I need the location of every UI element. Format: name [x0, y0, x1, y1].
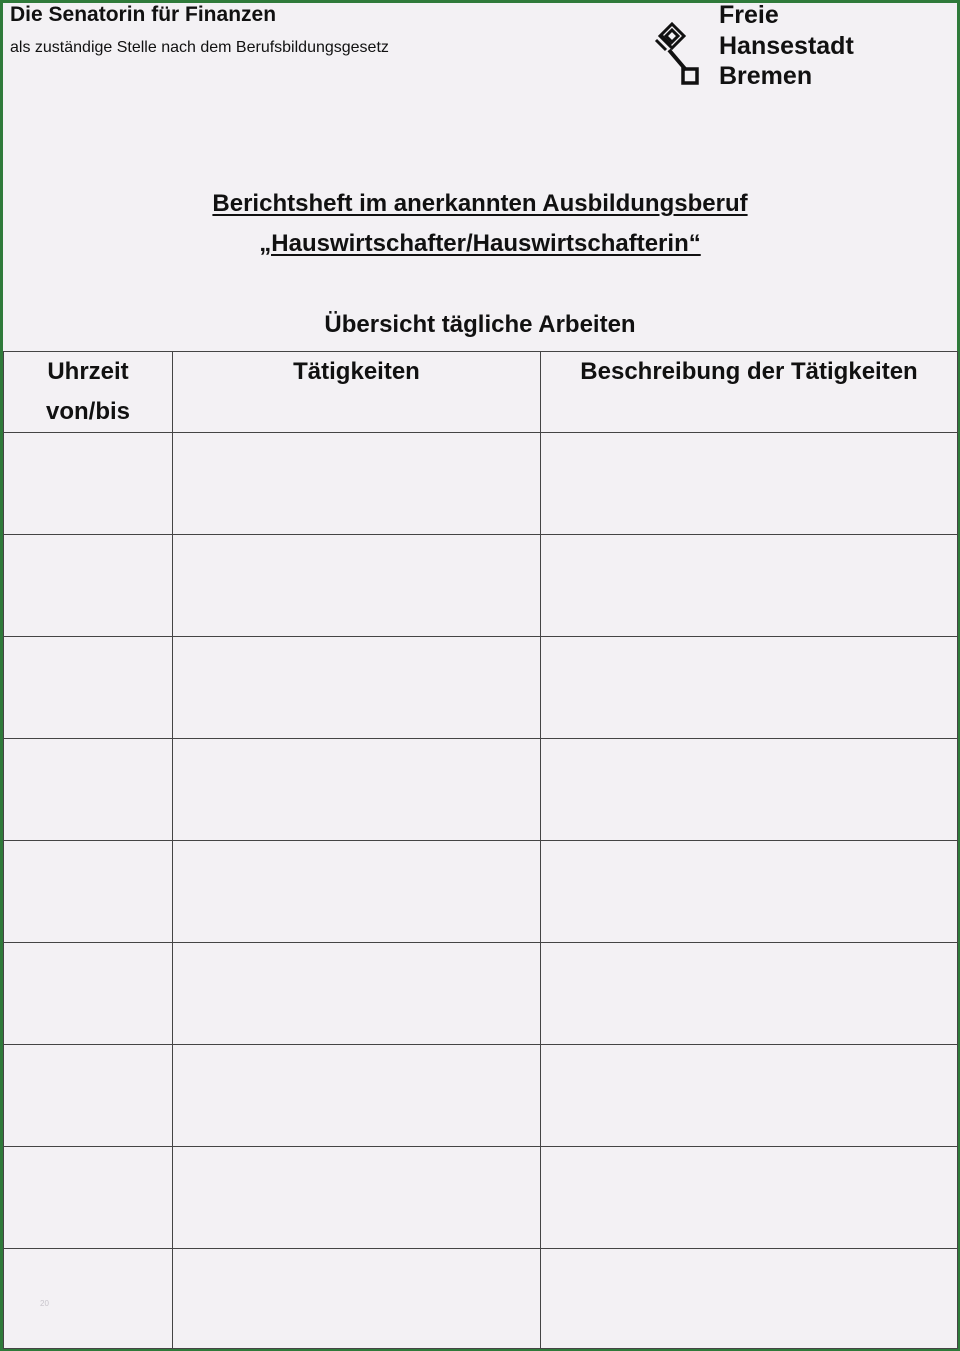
- activity-cell[interactable]: [173, 1249, 541, 1349]
- table-row: [4, 1147, 958, 1249]
- document-title: [0, 190, 960, 218]
- activity-cell[interactable]: [173, 841, 541, 943]
- description-cell[interactable]: [541, 1249, 958, 1349]
- activity-cell[interactable]: [173, 433, 541, 535]
- header-time: [4, 352, 173, 433]
- table-row: [4, 943, 958, 1045]
- header-description: Beschreibung der Tätigkeiten: [541, 352, 958, 433]
- activity-cell[interactable]: [173, 1045, 541, 1147]
- header-time-line-1: Uhrzeit: [47, 358, 129, 385]
- document-subtitle: [0, 230, 960, 258]
- activity-cell[interactable]: [173, 535, 541, 637]
- document-title-line-1: Berichtsheft im anerkannten Ausbildungsberuf: [212, 190, 748, 217]
- daily-work-table: [3, 351, 958, 1349]
- section-title: [0, 311, 960, 339]
- page-number: 20: [40, 1299, 49, 1308]
- table-row: [4, 1045, 958, 1147]
- description-cell[interactable]: [541, 535, 958, 637]
- document-title-line-2: „Hauswirtschafter/Hauswirtschafterin“: [259, 230, 701, 257]
- table-row: [4, 535, 958, 637]
- time-cell[interactable]: [4, 841, 173, 943]
- wordmark-line-3: Bremen: [719, 62, 813, 90]
- time-cell[interactable]: [4, 433, 173, 535]
- description-cell[interactable]: [541, 1147, 958, 1249]
- time-cell[interactable]: [4, 535, 173, 637]
- activity-cell[interactable]: [173, 637, 541, 739]
- wordmark-line-1: Freie: [719, 1, 779, 29]
- header-time-line-2: von/bis: [45, 398, 130, 425]
- table-row: [4, 433, 958, 535]
- time-cell[interactable]: [4, 1147, 173, 1249]
- description-cell[interactable]: [541, 1045, 958, 1147]
- description-cell[interactable]: [541, 739, 958, 841]
- table-row: [4, 1249, 958, 1349]
- table-body: [4, 433, 958, 1349]
- description-cell[interactable]: [541, 943, 958, 1045]
- activity-cell[interactable]: [173, 1147, 541, 1249]
- bremen-key-icon: [652, 22, 704, 86]
- table-row: [4, 841, 958, 943]
- table-header-row: [4, 352, 958, 433]
- table-row: [4, 739, 958, 841]
- time-cell[interactable]: [4, 1045, 173, 1147]
- time-cell[interactable]: [4, 637, 173, 739]
- time-cell[interactable]: [4, 943, 173, 1045]
- description-cell[interactable]: [541, 637, 958, 739]
- activity-cell[interactable]: [173, 739, 541, 841]
- issuer-title: Die Senatorin für Finanzen: [10, 3, 277, 26]
- table-row: [4, 637, 958, 739]
- time-cell[interactable]: [4, 1249, 173, 1349]
- header-activities: Tätigkeiten: [173, 352, 541, 433]
- issuer-subtitle: als zuständige Stelle nach dem Berufsbildungsgesetz: [10, 39, 389, 56]
- description-cell[interactable]: [541, 841, 958, 943]
- description-cell[interactable]: [541, 433, 958, 535]
- city-wordmark: [719, 0, 854, 92]
- activity-cell[interactable]: [173, 943, 541, 1045]
- wordmark-line-2: Hansestadt: [719, 31, 854, 60]
- time-cell[interactable]: [4, 739, 173, 841]
- section-title-text: Übersicht tägliche Arbeiten: [324, 311, 636, 338]
